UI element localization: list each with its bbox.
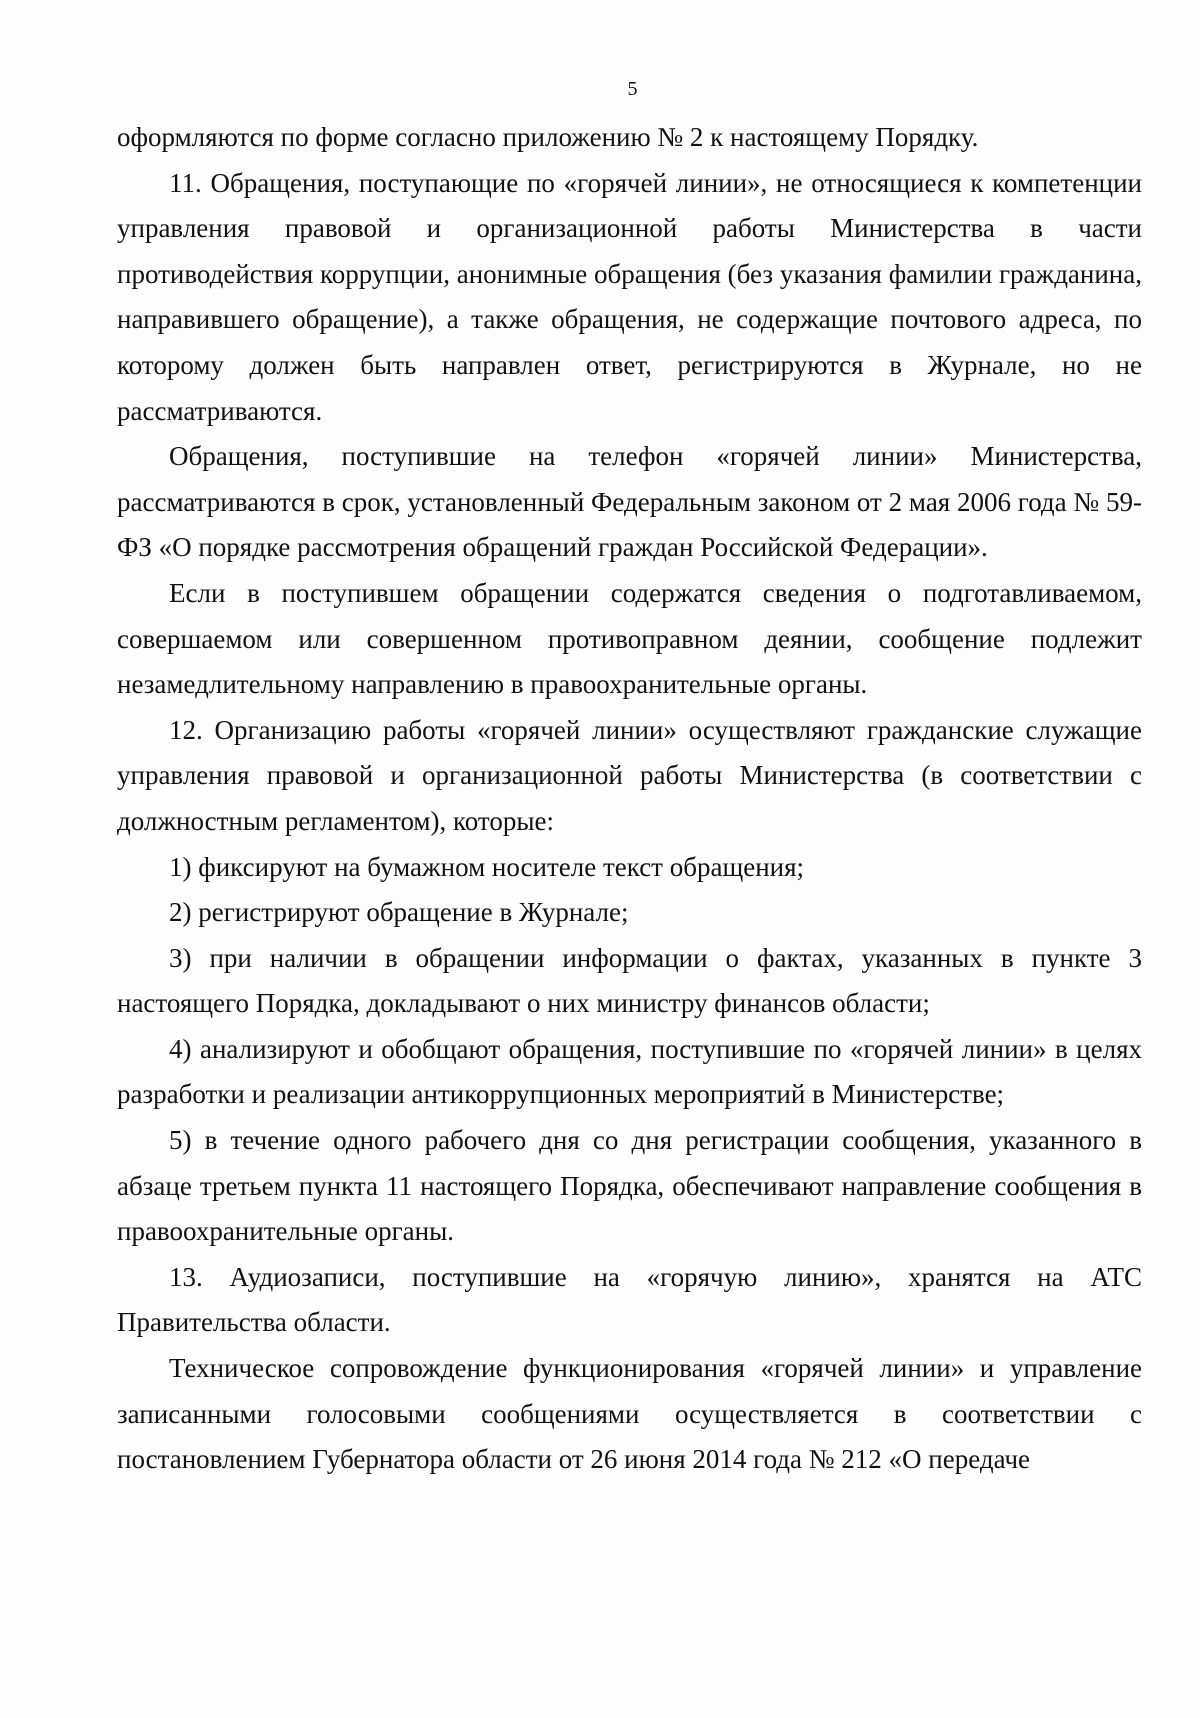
paragraph: 11. Обращения, поступающие по «горячей линии», не относящиеся к компетенции управления правовой и организационной работы Министерства в части противодействия коррупции, анонимные обращения (без указания фамилии гражданина, направившего обращение), а также обращения, не содержащие почтового адреса, по которому должен быть направлен ответ, регистрируются в Журнале, но не рассматриваются.	[117, 167, 1142, 426]
paragraph: Обращения, поступившие на телефон «горячей линии» Министерства, рассматриваются в срок, установленный Федеральным законом от 2 мая 2006 года № 59-ФЗ «О порядке рассмотрения обращений граждан Российской Федерации».	[117, 441, 1142, 563]
paragraph: оформляются по форме согласно приложению № 2 к настоящему Порядку.	[117, 122, 979, 152]
page-number: 5	[627, 78, 638, 100]
list-item: 5) в течение одного рабочего дня со дня регистрации сообщения, указанного в абзаце третьем пункта 11 настоящего Порядка, обеспечивают направление сообщения в правоохранительные органы.	[117, 1125, 1142, 1247]
paragraph: 12. Организацию работы «горячей линии» осуществляют гражданские служащие управления правовой и организационной работы Министерства (в соответствии с должностным регламентом), которые:	[117, 714, 1142, 836]
list-item: 1) фиксируют на бумажном носителе текст обращения;	[169, 851, 805, 882]
list-item: 2) регистрируют обращение в Журнале;	[169, 897, 629, 928]
paragraph: Техническое сопровождение функционирования «горячей линии» и управление записанными голосовыми сообщениями осуществляется в соответствии с постановлением Губернатора области от 26 июня 2014 года № 212 «О передаче	[117, 1353, 1142, 1475]
list-item: 3) при наличии в обращении информации о фактах, указанных в пункте 3 настоящего Порядка, докладывают о них министру финансов области;	[117, 942, 1142, 1019]
list-item: 4) анализируют и обобщают обращения, поступившие по «горячей линии» в целях разработки и реализации антикоррупционных мероприятий в Министерстве;	[117, 1033, 1142, 1110]
paragraph: 13. Аудиозаписи, поступившие на «горячую линию», хранятся на АТС Правительства области.	[117, 1261, 1142, 1338]
paragraph: Если в поступившем обращении содержатся сведения о подготавливаемом, совершаемом или совершенном противоправном деянии, сообщение подлежит незамедлительному направлению в правоохранительные органы.	[117, 577, 1142, 700]
document-body	[117, 115, 1142, 1483]
